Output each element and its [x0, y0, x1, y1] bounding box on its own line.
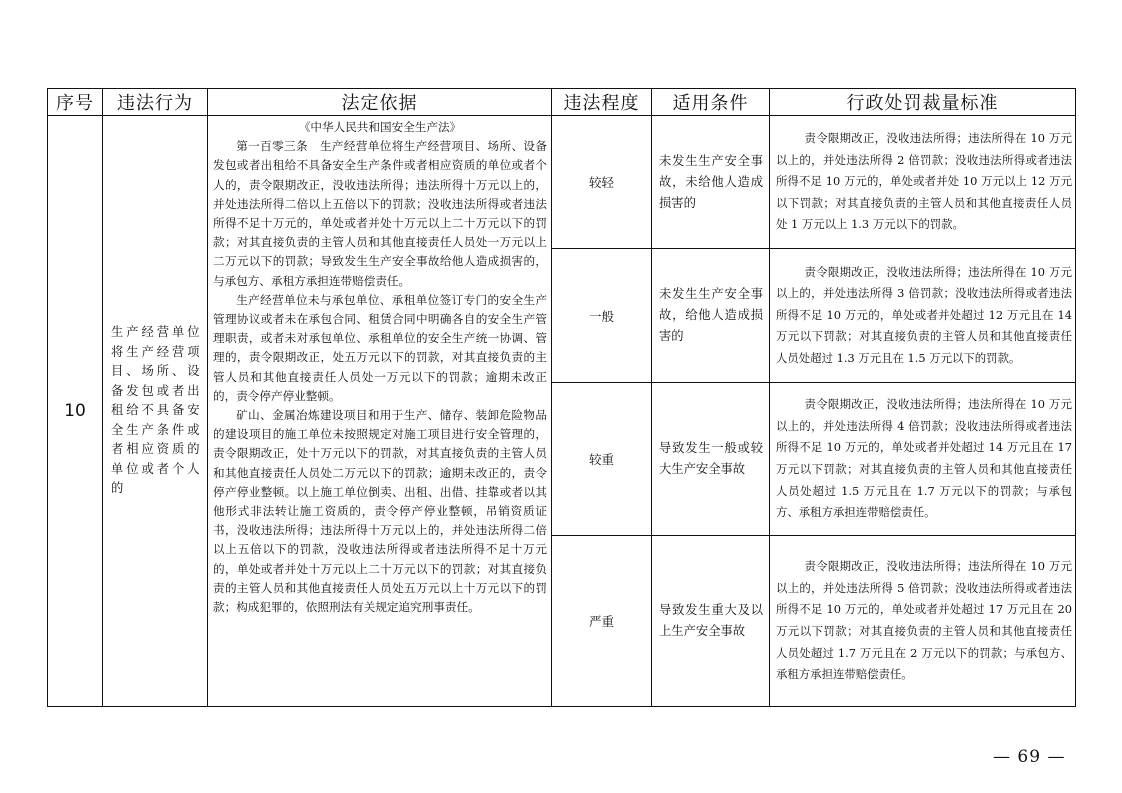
page-number: — 69 — [993, 747, 1066, 767]
degree-cell: 一般 [552, 249, 652, 383]
header-standard: 行政处罚裁量标准 [770, 89, 1076, 116]
basis-paragraph-2: 生产经营单位未与承包单位、承租单位签订专门的安全生产管理协议或者未在承包合同、租赁合同中明确各自的安全生产管理职责，或者未对承包单位、承租单位的安全生产统一协调、管理的，责令限期改正，处五万元以下的罚款，对其直接负责的主管人员和其他直接责任人员处一万元以下的罚款；逾期未改正的，责令停产停业整顿。 [213, 292, 547, 403]
degree-cell: 较轻 [552, 116, 652, 249]
table-row [48, 116, 1076, 249]
condition-cell: 未发生生产安全事故，给他人造成损害的 [652, 249, 770, 383]
header-no: 序号 [48, 89, 103, 116]
standard-cell: 责令限期改正，没收违法所得；违法所得在 10 万元以上的，并处违法所得 4 倍罚款；没收违法所得或者违法所得不足 10 万元的，单处或者并处超过 14 万元且在 17 万元以下罚款；对其直接负责的主管人员和其他直接责任人员处超过 1.5 万元且在 1.7 万元以下的罚款；与承包方、承租方承担连带赔偿责任。 [770, 383, 1076, 536]
header-row [48, 89, 1076, 116]
header-degree: 违法程度 [552, 89, 652, 116]
row-number: 10 [48, 116, 103, 707]
violation-behavior: 生产经营单位将生产经营项目、场所、设备发包或者出租给不具备安全生产条件或者相应资质的单位或者个人的 [103, 116, 208, 707]
header-behavior: 违法行为 [103, 89, 208, 116]
header-basis: 法定依据 [208, 89, 552, 116]
condition-cell: 未发生生产安全事故，未给他人造成损害的 [652, 116, 770, 249]
degree-cell: 较重 [552, 383, 652, 536]
basis-paragraph-1: 第一百零三条 生产经营单位将生产经营项目、场所、设备发包或者出租给不具备安全生产条件或者相应资质的单位或者个人的，责令限期改正，没收违法所得；违法所得十万元以上的，并处违法所得二倍以上五倍以下的罚款；没收违法所得或者违法所得不足十万元的，单处或者并处十万元以上二十万元以下的罚款；对其直接负责的主管人员和其他直接责任人员处一万元以上二万元以下的罚款；导致发生生产安全事故给他人造成损害的，与承包方、承租方承担连带赔偿责任。 [213, 139, 547, 288]
legal-basis [208, 116, 552, 707]
standard-cell: 责令限期改正，没收违法所得；违法所得在 10 万元以上的，并处违法所得 3 倍罚款；没收违法所得或者违法所得不足 10 万元的，单处或者并处超过 12 万元且在 14 万元以下罚款；对其直接负责的主管人员和其他直接责任人员处超过 1.3 万元且在 1.5 万元以下的罚款。 [770, 249, 1076, 383]
standard-cell: 责令限期改正，没收违法所得；违法所得在 10 万元以上的，并处违法所得 5 倍罚款；没收违法所得或者违法所得不足 10 万元的，单处或者并处超过 17 万元且在 20 万元以下罚款；对其直接负责的主管人员和其他直接责任人员处超过 1.7 万元且在 2 万元以下的罚款；与承包方、承租方承担连带赔偿责任。 [770, 536, 1076, 707]
degree-cell: 严重 [552, 536, 652, 707]
condition-cell: 导致发生一般或较大生产安全事故 [652, 383, 770, 536]
basis-paragraph-3: 矿山、金属冶炼建设项目和用于生产、储存、装卸危险物品的建设项目的施工单位未按照规定对施工项目进行安全管理的，责令限期改正，处十万元以下的罚款，对其直接负责的主管人员和其他直接责任人员处二万元以下的罚款；逾期未改正的，责令停产停业整顿。以上施工单位倒卖、出租、出借、挂靠或者以其他形式非法转让施工资质的，责令停产停业整顿，吊销资质证书，没收违法所得；违法所得十万元以上的，并处违法所得二倍以上五倍以下的罚款，没收违法所得或者违法所得不足十万元的，单处或者并处十万元以上二十万元以下的罚款；对其直接负责的主管人员和其他直接责任人员处五万元以上十万元以下的罚款；构成犯罪的，依照刑法有关规定追究刑事责任。 [213, 408, 547, 615]
header-condition: 适用条件 [652, 89, 770, 116]
penalty-table [47, 88, 1076, 707]
law-title: 《中华人民共和国安全生产法》 [298, 120, 462, 134]
condition-cell: 导致发生重大及以上生产安全事故 [652, 536, 770, 707]
standard-cell: 责令限期改正，没收违法所得；违法所得在 10 万元以上的，并处违法所得 2 倍罚款；没收违法所得或者违法所得不足 10 万元的，单处或者并处 10 万元以上 12 万元以下罚款；对其直接负责的主管人员和其他直接责任人员处 1 万元以上 1.3 万元以下的罚款。 [770, 116, 1076, 249]
